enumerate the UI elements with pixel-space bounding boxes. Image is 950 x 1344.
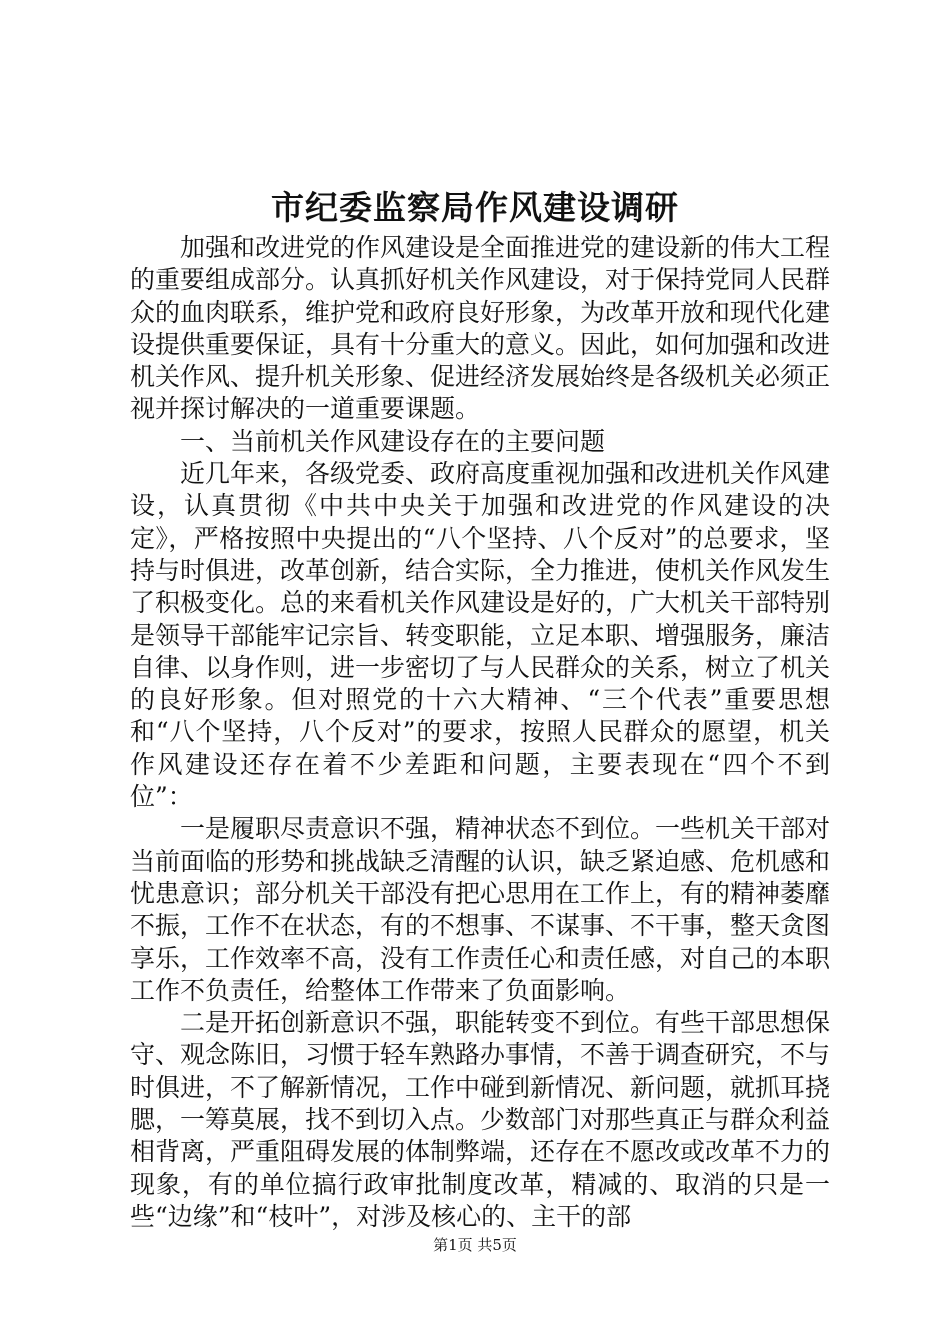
paragraph-point-one: 一是履职尽责意识不强，精神状态不到位。一些机关干部对当前面临的形势和挑战缺乏清醒的认识，缺乏紧迫感、危机感和忧患意识；部分机关干部没有把心思用在工作上，有的精神萎靡不振，工作不在状态，有的不想事、不谋事、不干事，整天贪图享乐，工作效率不高，没有工作责任心和责任感，对自己的本职工作不负责任，给整体工作带来了负面影响。 [130,814,831,1005]
paragraph-intro: 加强和改进党的作风建设是全面推进党的建设新的伟大工程的重要组成部分。认真抓好机关作风建设，对于保持党同人民群众的血肉联系，维护党和政府良好形象，为改革开放和现代化建设提供重要保证，具有十分重大的意义。因此，如何加强和改进机关作风、提升机关形象、促进经济发展始终是各级机关必须正视并探讨解决的一道重要课题。 [130,233,831,424]
document-title: 市纪委监察局作风建设调研 [271,188,679,227]
paragraph-point-two: 二是开拓创新意识不强，职能转变不到位。有些干部思想保守、观念陈旧，习惯于轻车熟路办事情，不善于调查研究，不与时俱进，不了解新情况，工作中碰到新情况、新问题，就抓耳挠腮，一筹莫展，找不到切入点。少数部门对那些真正与群众利益相背离，严重阻碍发展的体制弊端，还存在不愿改或改革不力的现象，有的单位搞行政审批制度改革，精减的、取消的只是一些“边缘”和“枝叶”，对涉及核心的、主干的部 [130,1008,831,1231]
document-body [130,232,830,1233]
page-footer: 第1页 共5页 [433,1236,517,1254]
section-heading: 一、当前机关作风建设存在的主要问题 [180,426,606,456]
paragraph-overview: 近几年来，各级党委、政府高度重视加强和改进机关作风建设，认真贯彻《中共中央关于加强和改进党的作风建设的决定》，严格按照中央提出的“八个坚持、八个反对”的总要求，坚持与时俱进，改革创新，结合实际，全力推进，使机关作风发生了积极变化。总的来看机关作风建设是好的，广大机关干部特别是领导干部能牢记宗旨、转变职能，立足本职、增强服务，廉洁自律、以身作则，进一步密切了与人民群众的关系，树立了机关的良好形象。但对照党的十六大精神、“三个代表”重要思想和“八个坚持，八个反对”的要求，按照人民群众的愿望，机关作风建设还存在着不少差距和问题，主要表现在“四个不到位”： [130,459,831,812]
